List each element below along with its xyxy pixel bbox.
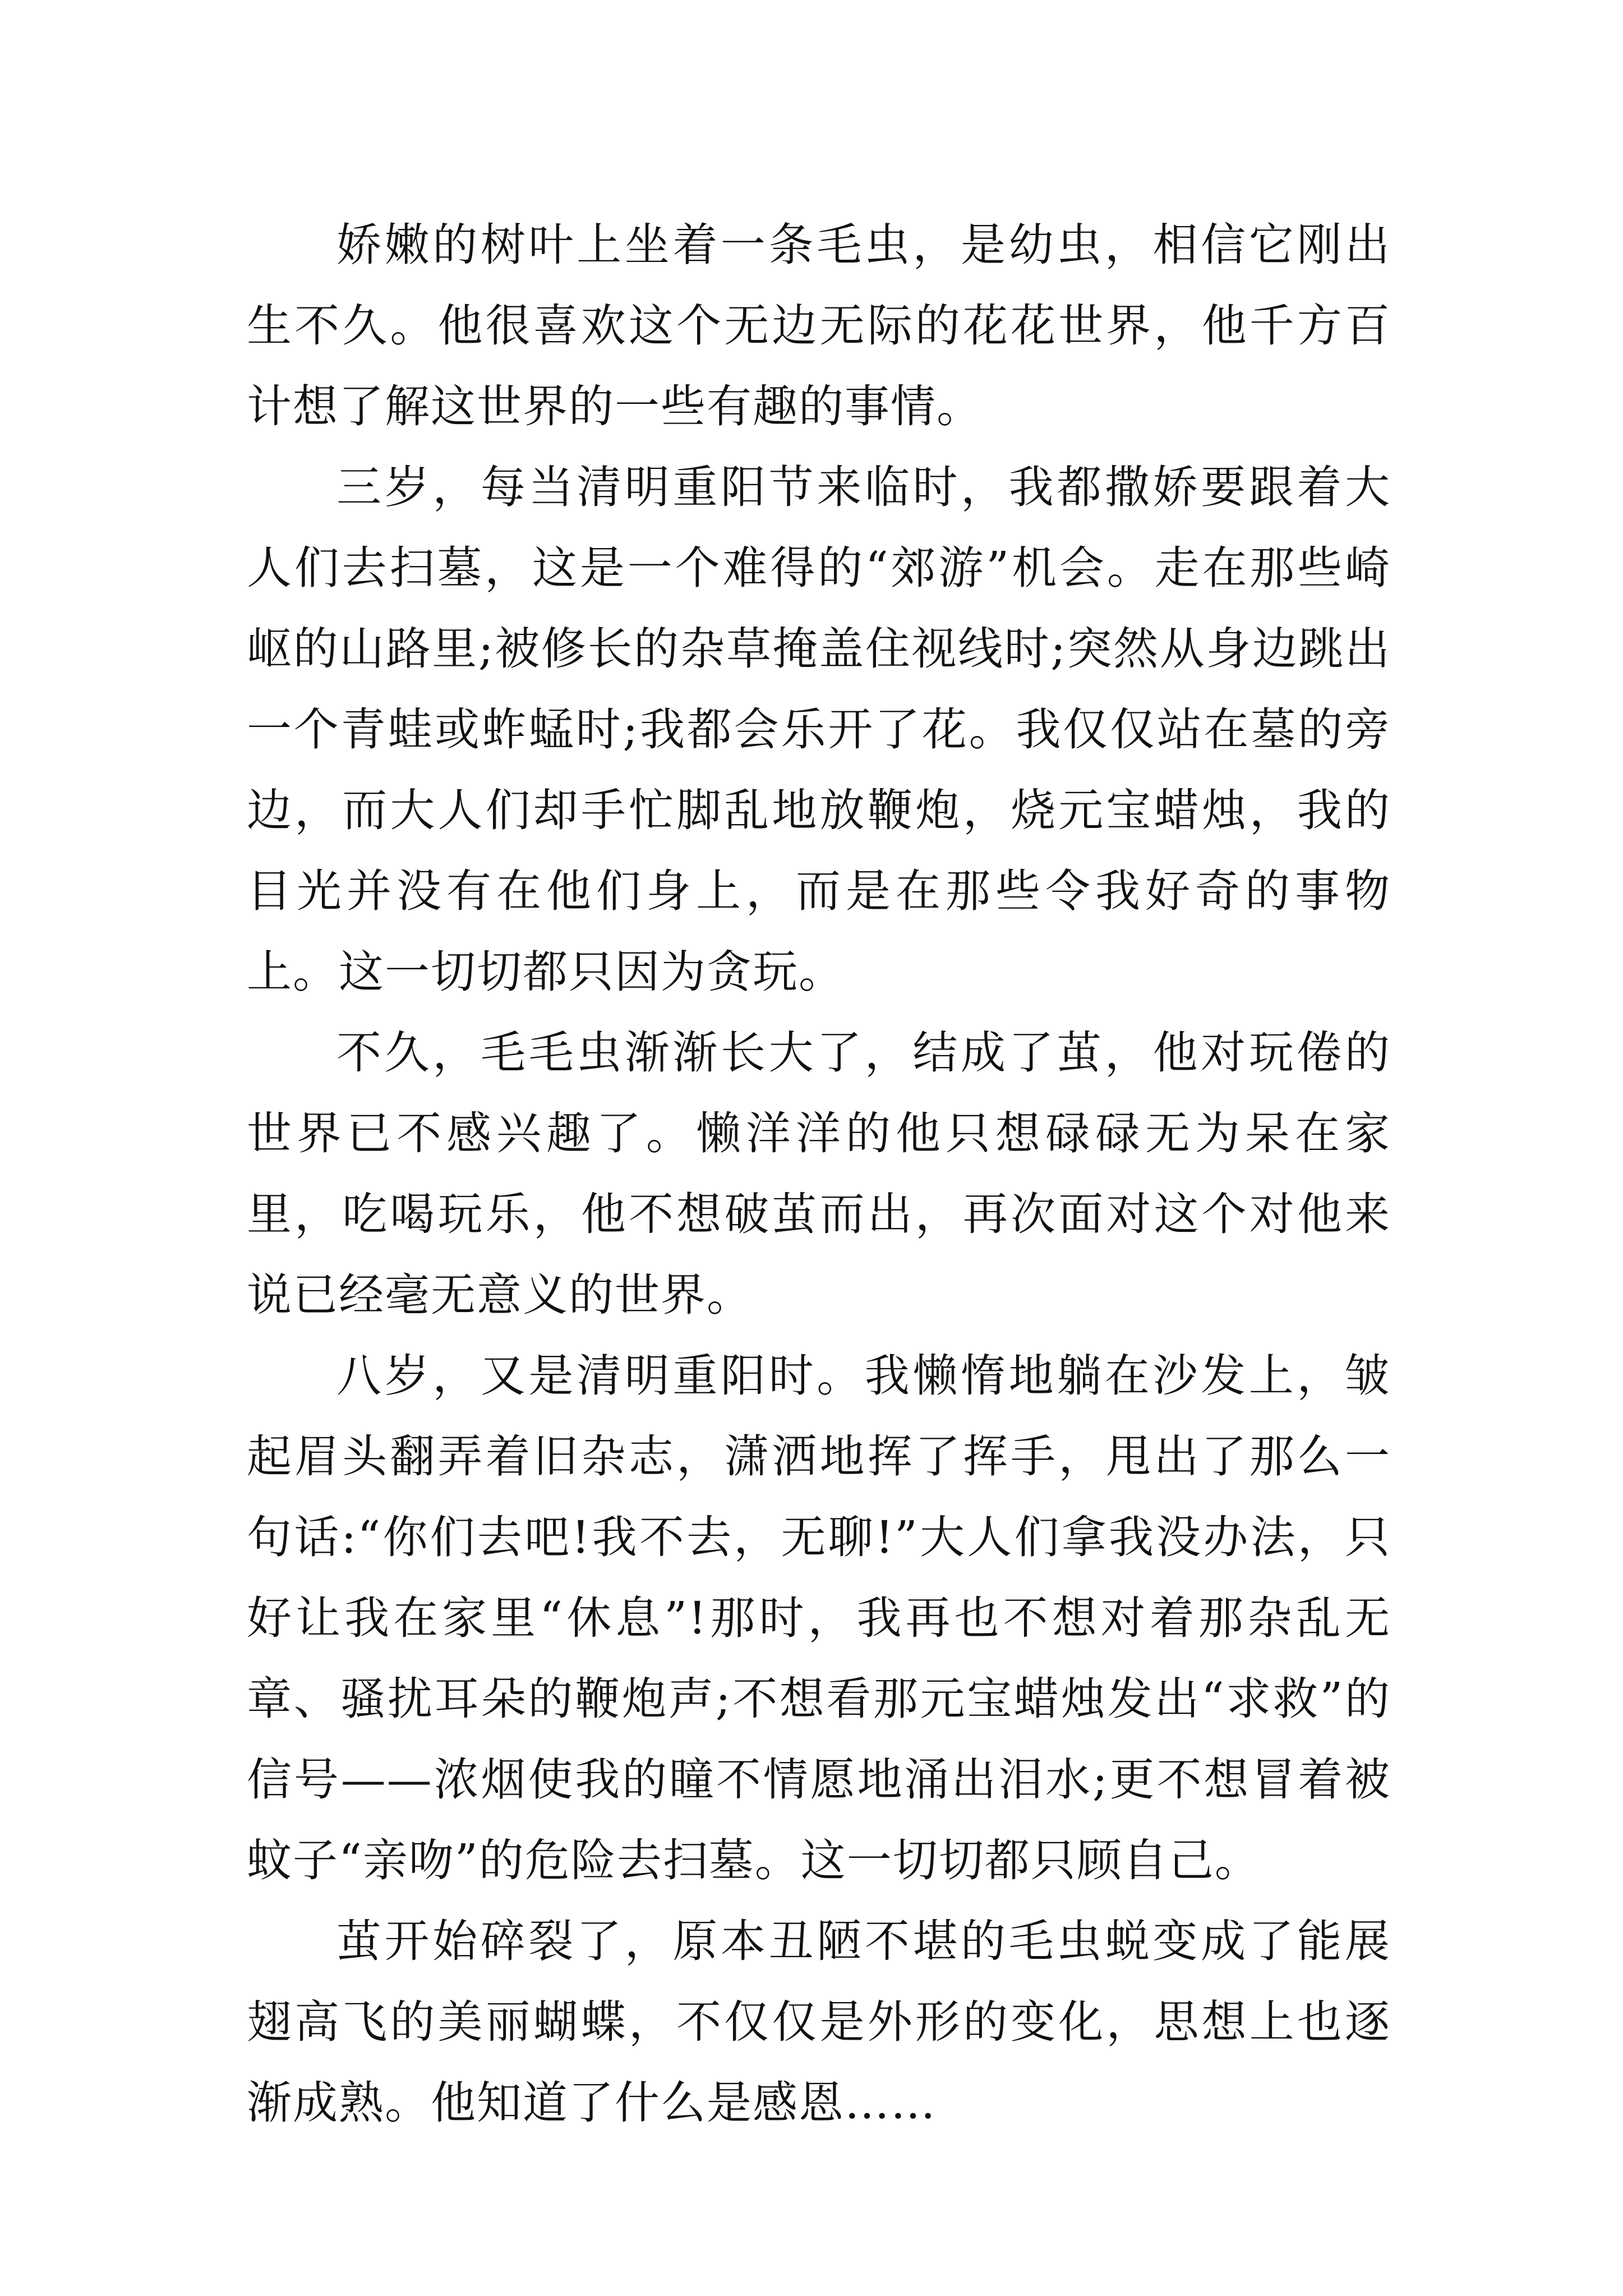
paragraph-caterpillar-birth: 娇嫩的树叶上坐着一条毛虫，是幼虫，相信它刚出生不久。他很喜欢这个无边无际的花花世界，他千方百计想了解这世界的一些有趣的事情。 bbox=[247, 219, 1391, 432]
paragraph-age-three: 三岁，每当清明重阳节来临时，我都撒娇要跟着大人们去扫墓，这是一个难得的“郊游”机会。走在那些崎岖的山路里;被修长的杂草掩盖住视线时;突然从身边跳出一个青蛙或蚱蜢时;我都会乐开了花。我仅仅站在墓的旁边，而大人们却手忙脚乱地放鞭炮，烧元宝蜡烛，我的目光并没有在他们身上，而是在那些令我好奇的事物上。这一切切都只因为贪玩。 bbox=[247, 461, 1391, 998]
essay-body bbox=[247, 205, 1391, 2143]
paragraph-cocoon: 不久，毛毛虫渐渐长大了，结成了茧，他对玩倦的世界已不感兴趣了。懒洋洋的他只想碌碌无为呆在家里，吃喝玩乐，他不想破茧而出，再次面对这个对他来说已经毫无意义的世界。 bbox=[247, 1027, 1391, 1321]
paragraph-butterfly: 茧开始碎裂了，原本丑陋不堪的毛虫蜕变成了能展翅高飞的美丽蝴蝶，不仅仅是外形的变化，思想上也逐渐成熟。他知道了什么是感恩…… bbox=[247, 1915, 1391, 2129]
paragraph-age-eight: 八岁，又是清明重阳时。我懒惰地躺在沙发上，皱起眉头翻弄着旧杂志，潇洒地挥了挥手，甩出了那么一句话:“你们去吧!我不去，无聊!”大人们拿我没办法，只好让我在家里“休息”!那时，我再也不想对着那杂乱无章、骚扰耳朵的鞭炮声;不想看那元宝蜡烛发出“求救”的信号——浓烟使我的瞳不情愿地涌出泪水;更不想冒着被蚊子“亲吻”的危险去扫墓。这一切切都只顾自己。 bbox=[247, 1350, 1391, 1887]
